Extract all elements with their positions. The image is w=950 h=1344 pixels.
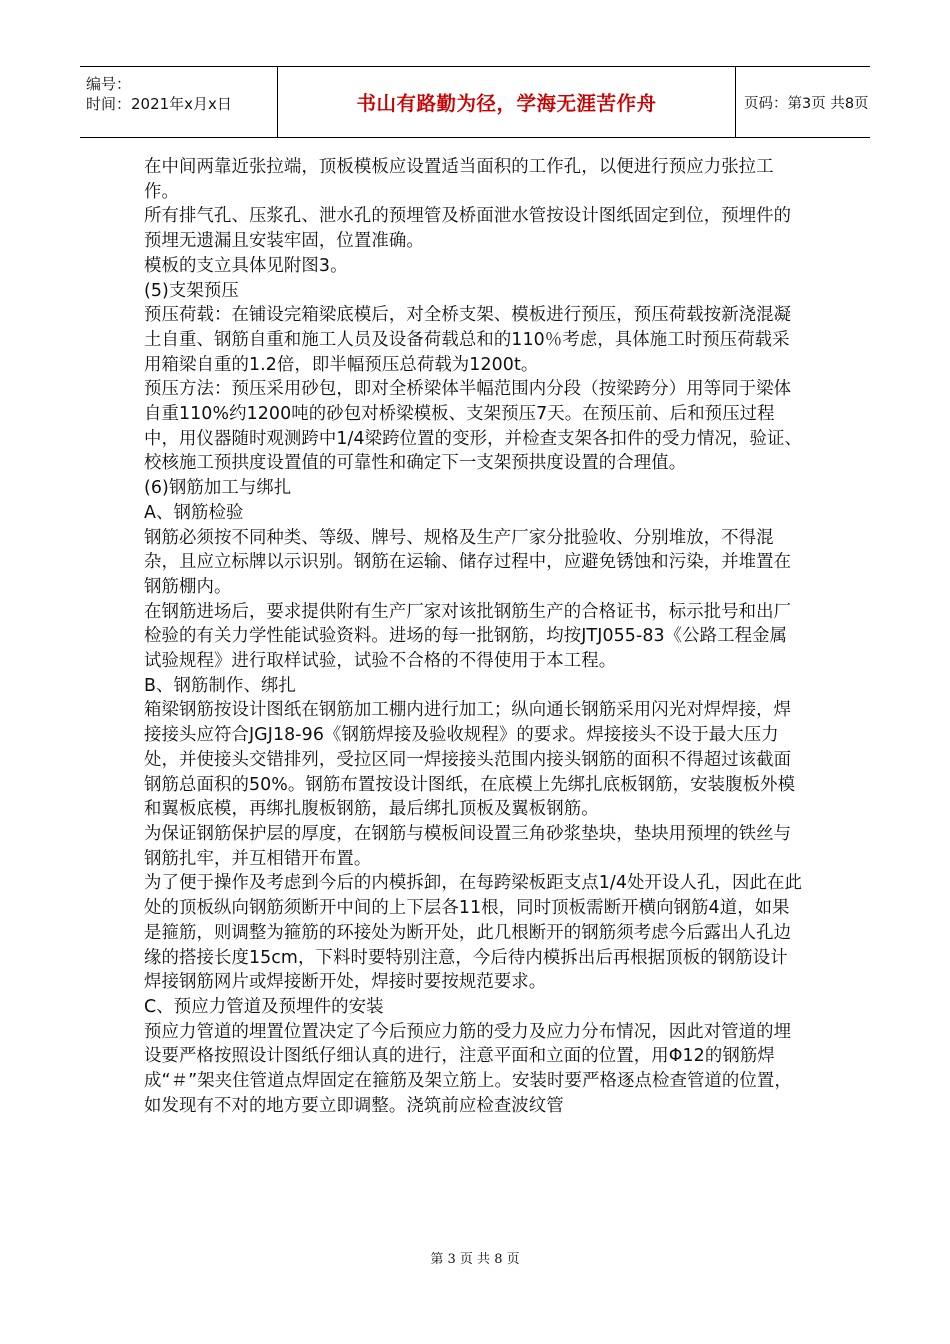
section-heading: (5)支架预压 bbox=[144, 280, 239, 301]
document-body bbox=[144, 155, 804, 1118]
header-motto: 书山有路勤为径，学海无涯苦作舟 bbox=[356, 92, 657, 115]
subsection-heading: B、钢筋制作、绑扎 bbox=[144, 675, 296, 696]
body-paragraph: 预应力管道的埋置位置决定了今后预应力筋的受力及应力分布情况，因此对管道的埋设要严格按照设计图纸仔细认真的进行，注意平面和立面的位置，用Φ12的钢筋焊成“＃”架夹住管道点焊固定在箍筋及架立筋上。安装时要严格逐点检查管道的位置，如发现有不对的地方要立即调整。浇筑前应检查波纹管 bbox=[144, 1021, 792, 1116]
body-paragraph: 钢筋必须按不同种类、等级、牌号、规格及生产厂家分批验收、分别堆放，不得混杂，且应立标牌以示识别。钢筋在运输、储存过程中，应避免锈蚀和污染，并堆置在钢筋棚内。 bbox=[144, 527, 792, 597]
body-paragraph: 所有排气孔、压浆孔、泄水孔的预埋管及桥面泄水管按设计图纸固定到位，预埋件的预埋无遗漏且安装牢固，位置准确。 bbox=[144, 206, 792, 252]
page-footer bbox=[0, 1248, 950, 1267]
body-paragraph: 为保证钢筋保护层的厚度，在钢筋与模板间设置三角砂浆垫块，垫块用预埋的铁丝与钢筋扎牢，并互相错开布置。 bbox=[144, 823, 792, 869]
header-page-cell bbox=[736, 67, 870, 137]
page-header bbox=[80, 66, 870, 138]
document-time-label: 时间：2021年x月x日 bbox=[86, 95, 232, 113]
body-paragraph: 预压方法：预压采用砂包，即对全桥梁体半幅范围内分段（按梁跨分）用等同于梁体自重110%约1200吨的砂包对桥梁模板、支架预压7天。在预压前、后和预压过程中，用仪器随时观测跨中1/4梁跨位置的变形，并检查支架各扣件的受力情况，验证、校核施工预拱度设置值的可靠性和确定下一支架预拱度设置的合理值。 bbox=[144, 379, 802, 474]
body-paragraph: 箱梁钢筋按设计图纸在钢筋加工棚内进行加工；纵向通长钢筋采用闪光对焊焊接，焊接接头应符合JGJ18-96《钢筋焊接及验收规程》的要求。焊接接头不设于最大压力处，并使接头交错排列，受拉区同一焊接接头范围内接头钢筋的面积不得超过该截面钢筋总面积的50%。钢筋布置按设计图纸，在底模上先绑扎底板钢筋，安装腹板外模和翼板底模，再绑扎腹板钢筋，最后绑扎顶板及翼板钢筋。 bbox=[144, 700, 796, 820]
subsection-heading: C、预应力管道及预埋件的安装 bbox=[144, 996, 384, 1017]
section-heading: (6)钢筋加工与绑扎 bbox=[144, 478, 292, 499]
subsection-heading: A、钢筋检验 bbox=[144, 502, 244, 523]
body-paragraph: 预压荷载：在铺设完箱梁底模后，对全桥支架、模板进行预压，预压荷载按新浇混凝土自重、钢筋自重和施工人员及设备荷载总和的110％考虑，具体施工时预压荷载采用箱梁自重的1.2倍，即半幅预压总荷载为1200t。 bbox=[144, 305, 792, 375]
body-paragraph: 为了便于操作及考虑到今后的内模拆卸，在每跨梁板距支点1/4处开设人孔，因此在此处的顶板纵向钢筋须断开中间的上下层各11根，同时顶板需断开横向钢筋4道，如果是箍筋，则调整为箍筋的环接处为断开处，此几根断开的钢筋须考虑今后露出人孔边缘的搭接长度15cm，下料时要特别注意，今后待内模拆出后再根据顶板的钢筋设计焊接钢筋网片或焊接断开处，焊接时要按规范要求。 bbox=[144, 873, 802, 993]
body-paragraph: 在中间两靠近张拉端，顶板模板应设置适当面积的工作孔，以便进行预应力张拉工作。 bbox=[144, 157, 774, 202]
header-motto-cell bbox=[278, 67, 736, 137]
header-meta-cell bbox=[80, 67, 278, 137]
document-number-label: 编号： bbox=[86, 75, 132, 93]
body-paragraph: 模板的支立具体见附图3。 bbox=[144, 255, 348, 276]
body-paragraph: 在钢筋进场后，要求提供附有生产厂家对该批钢筋生产的合格证书，标示批号和出厂检验的有关力学性能试验资料。进场的每一批钢筋，均按JTJ055-83《公路工程金属试验规程》进行取样试验，试验不合格的不得使用于本工程。 bbox=[144, 601, 792, 672]
footer-page-number: 第 3 页 共 8 页 bbox=[430, 1252, 520, 1267]
header-page-info: 页码：第3页 共8页 bbox=[744, 95, 869, 112]
